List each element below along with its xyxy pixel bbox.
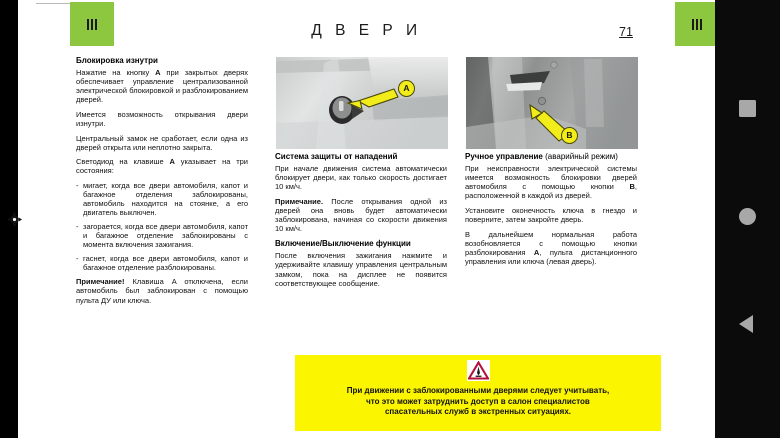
paragraph: При неисправности электрической системы имеется возможность блокировки дверей автомобиля с помощью кнопки B, расположенной в каждой из дверей. — [465, 164, 637, 201]
text-column-left — [76, 56, 248, 305]
led-states-list — [76, 181, 248, 272]
note-text: Клавиша A отключена, если автомобиль был заблокирован с помощью пульта ДУ или ключа. — [76, 277, 248, 305]
heading-bold-part: Ручное управление — [465, 152, 543, 161]
back-triangle-icon[interactable] — [739, 315, 753, 333]
page-number: 71 — [619, 25, 633, 39]
warning-line: что это может затруднить доступ в салон специалистов — [366, 396, 590, 406]
note-text: После открывания одной из дверей она вновь будет автоматически заблокирована, начиная со скорости движения 10 км/ч. — [275, 196, 447, 234]
paragraph: Имеется возможность открывания двери изнутри. — [76, 109, 248, 129]
header-rule-left — [36, 3, 70, 4]
text-column-right — [465, 152, 637, 266]
paragraph: При начале движения система автоматически блокирует двери, как только скорость достигает 10 км/ч. — [275, 164, 447, 192]
page-title: Д В Е Р И — [311, 22, 422, 39]
heading-ruchnoe-upravlenie — [465, 152, 637, 161]
home-circle-icon[interactable] — [739, 208, 756, 225]
paragraph: В дальнейшем нормальная работа возобновляется с помощью кнопки разблокирования A, пульта дистанционного управления или ключа (левая дверь). — [465, 229, 637, 266]
note-paragraph — [76, 277, 248, 304]
four-way-arrow-glyph — [7, 212, 22, 227]
heading-normal-part: (аварийный режим) — [542, 152, 618, 161]
photo-door-lock-button-a — [275, 56, 449, 150]
warning-line: спасательных служб в экстренных ситуациях. — [384, 407, 572, 416]
warning-text — [308, 386, 648, 418]
callout-label-b: B — [561, 127, 578, 144]
text-column-middle — [275, 152, 447, 288]
manual-page — [18, 0, 715, 438]
paragraph: Центральный замок не сработает, если одна из дверей открыта или неплотно закрыта. — [76, 133, 248, 152]
list-item: - мигает, когда все двери автомобиля, капот и багажное отделения заблокированы, автомобиль находится на стоянке, а его двигатель выключен. — [76, 181, 248, 217]
paragraph: Нажатие на кнопку A при закрытых дверях обеспечивает управление централизованной электрической блокировкой и разблокированием дверей. — [76, 68, 248, 105]
warning-triangle-icon — [467, 360, 490, 381]
warning-box — [295, 355, 661, 431]
list-item: - гаснет, когда все двери автомобиля, капот и багажное отделение разблокированы. — [76, 254, 248, 272]
note-label: Примечание! — [76, 277, 125, 287]
photo-door-lock-illustration — [276, 57, 448, 149]
photo-manual-lock-button-b — [465, 56, 639, 150]
heading-blokirovka-iznutri: Блокировка изнутри — [76, 56, 158, 65]
heading-vkluchenie-vykluchenie: Включение/Выключение функции — [275, 239, 411, 249]
callout-label-a: A — [398, 80, 415, 97]
list-item: - загорается, когда все двери автомобиля, капот и багажное отделение заблокированы с момента включения зажигания. — [76, 222, 248, 249]
photo-door-jamb-illustration — [466, 57, 638, 149]
paragraph: Установите оконечность ключа в гнездо и поверните, затем закройте дверь. — [465, 205, 637, 225]
paragraph: Светодиод на клавише A указывает на три состояния: — [76, 157, 248, 176]
note-label: Примечание. — [275, 196, 324, 206]
note-paragraph — [275, 197, 447, 233]
recents-square-icon[interactable] — [739, 100, 756, 117]
warning-line: При движении с заблокированными дверями следует учитывать, — [346, 386, 610, 395]
android-navigation-bar — [715, 0, 780, 438]
paragraph: После включения зажигания нажмите и удерживайте клавишу управления центральным замком, пока на дисплее не появится соответствующее сообщение. — [275, 251, 447, 288]
warning-triangle-glyph — [468, 361, 489, 380]
heading-sistema-zashity: Система защиты от нападений — [275, 152, 398, 161]
move-handle-icon[interactable] — [7, 212, 22, 227]
